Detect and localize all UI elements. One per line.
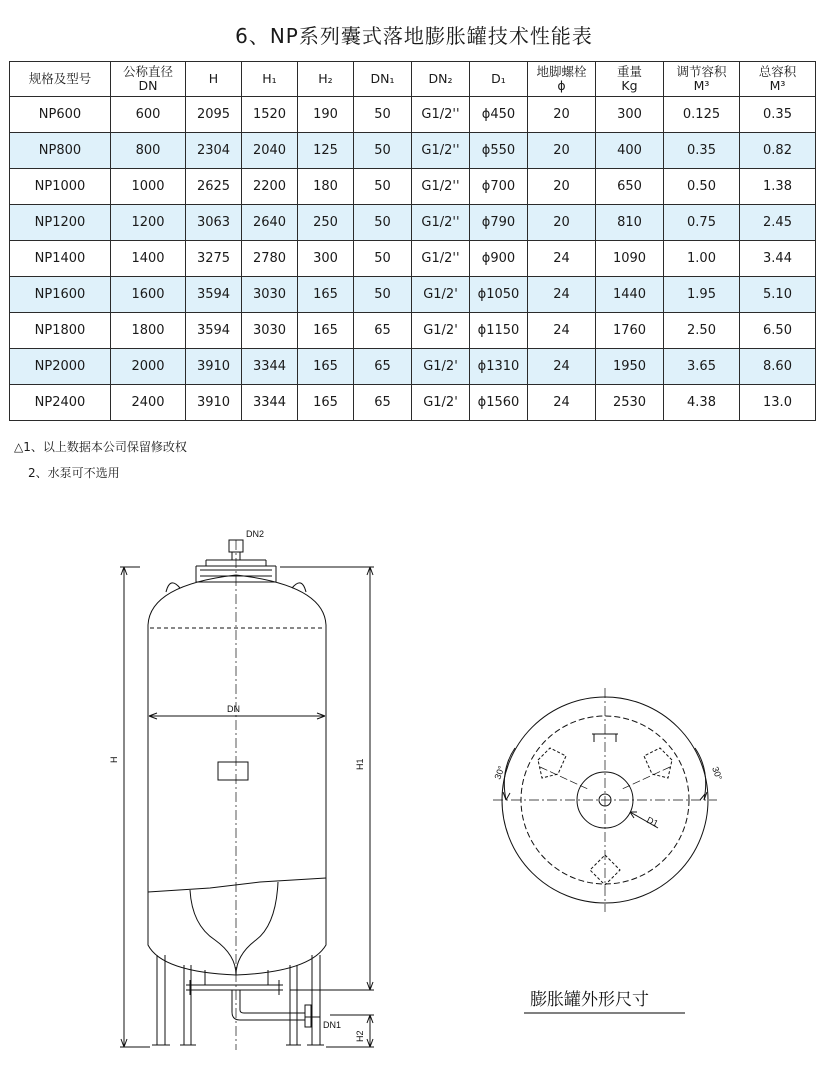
column-header-line1: H₁ [262, 71, 277, 86]
column-header-line2: ϕ [557, 78, 566, 93]
table-cell: ϕ550 [470, 133, 528, 169]
table-cell: 1400 [111, 241, 186, 277]
table-cell: 3594 [186, 277, 242, 313]
table-cell: 24 [528, 313, 596, 349]
table-cell: 1000 [111, 169, 186, 205]
table-cell: 20 [528, 169, 596, 205]
column-header-line2: DN [138, 78, 158, 93]
table-cell: 50 [354, 277, 412, 313]
column-header-line1: 公称直径 [122, 64, 173, 79]
table-cell: 2040 [242, 133, 298, 169]
table-cell: 165 [298, 277, 354, 313]
note-1: △1、以上数据本公司保留修改权 [14, 440, 187, 454]
table-cell: 1.00 [664, 241, 740, 277]
h2-label: H2 [355, 1030, 365, 1042]
table-cell: 50 [354, 133, 412, 169]
table-cell: 3910 [186, 385, 242, 421]
table-cell: 3063 [186, 205, 242, 241]
table-cell: NP1000 [10, 169, 111, 205]
table-cell: 3.65 [664, 349, 740, 385]
table-cell: 1800 [111, 313, 186, 349]
table-cell: 190 [298, 97, 354, 133]
table-cell: 1950 [596, 349, 664, 385]
column-header-line1: DN₂ [428, 71, 453, 86]
table-cell: 650 [596, 169, 664, 205]
table-cell: 165 [298, 349, 354, 385]
column-header-line1: D₁ [491, 71, 506, 86]
column-header-line1: 规格及型号 [28, 71, 92, 86]
table-cell: 2304 [186, 133, 242, 169]
table-cell: 400 [596, 133, 664, 169]
table-cell: ϕ900 [470, 241, 528, 277]
table-cell: ϕ1050 [470, 277, 528, 313]
column-header-line2: M³ [693, 78, 710, 93]
table-cell: 20 [528, 97, 596, 133]
table-cell: G1/2' [412, 313, 470, 349]
table-cell: 1090 [596, 241, 664, 277]
table-cell: 3030 [242, 277, 298, 313]
table-cell: NP1600 [10, 277, 111, 313]
angle-left-label: 30° [492, 764, 507, 781]
table-cell: 8.60 [740, 349, 816, 385]
table-cell: 2.45 [740, 205, 816, 241]
table-cell: NP800 [10, 133, 111, 169]
tank-side-view [120, 540, 374, 1050]
table-cell: 20 [528, 133, 596, 169]
dn2-label: DN2 [246, 529, 265, 539]
column-header-line2: M³ [769, 78, 786, 93]
dn-label: DN [227, 704, 240, 714]
table-cell: G1/2' [412, 349, 470, 385]
table-cell: NP2400 [10, 385, 111, 421]
table-cell: 250 [298, 205, 354, 241]
table-cell: 50 [354, 241, 412, 277]
table-cell: 3275 [186, 241, 242, 277]
table-cell: 1520 [242, 97, 298, 133]
table-cell: 2000 [111, 349, 186, 385]
table-cell: G1/2' [412, 385, 470, 421]
table-cell: NP1200 [10, 205, 111, 241]
table-cell: 1440 [596, 277, 664, 313]
table-cell: 0.50 [664, 169, 740, 205]
table-cell: ϕ790 [470, 205, 528, 241]
table-cell: 2640 [242, 205, 298, 241]
table-cell: 3344 [242, 385, 298, 421]
table-cell: 6.50 [740, 313, 816, 349]
table-cell: 1200 [111, 205, 186, 241]
table-cell: NP1800 [10, 313, 111, 349]
table-cell: 2780 [242, 241, 298, 277]
table-cell: 0.82 [740, 133, 816, 169]
table-cell: 1.95 [664, 277, 740, 313]
table-cell: 2625 [186, 169, 242, 205]
table-cell: 180 [298, 169, 354, 205]
table-cell: ϕ1150 [470, 313, 528, 349]
drawing-caption: 膨胀罐外形尺寸 [530, 990, 649, 1009]
table-cell: NP600 [10, 97, 111, 133]
d1-label: D1 [645, 814, 660, 829]
table-cell: 0.35 [740, 97, 816, 133]
table-cell: 13.0 [740, 385, 816, 421]
table-cell: 24 [528, 385, 596, 421]
table-cell: 65 [354, 313, 412, 349]
table-cell: 24 [528, 241, 596, 277]
table-cell: ϕ450 [470, 97, 528, 133]
table-cell: ϕ1310 [470, 349, 528, 385]
table-cell: 0.35 [664, 133, 740, 169]
table-cell: 165 [298, 313, 354, 349]
table-cell: 24 [528, 277, 596, 313]
column-header-line1: DN₁ [370, 71, 395, 86]
table-cell: 2.50 [664, 313, 740, 349]
table-cell: 3594 [186, 313, 242, 349]
table-cell: 0.75 [664, 205, 740, 241]
table-cell: 300 [596, 97, 664, 133]
table-cell: ϕ1560 [470, 385, 528, 421]
table-cell: G1/2' [412, 277, 470, 313]
table-cell: 3344 [242, 349, 298, 385]
table-cell: 3.44 [740, 241, 816, 277]
table-cell: 0.125 [664, 97, 740, 133]
h-label: H [109, 756, 119, 763]
table-cell: G1/2'' [412, 133, 470, 169]
table-cell: G1/2'' [412, 241, 470, 277]
table-cell: G1/2'' [412, 169, 470, 205]
table-cell: 50 [354, 97, 412, 133]
tank-top-view [493, 688, 717, 912]
table-cell: 2200 [242, 169, 298, 205]
column-header-line1: 地脚螺栓 [536, 64, 587, 79]
dn1-label: DN1 [323, 1020, 342, 1030]
table-cell: 2095 [186, 97, 242, 133]
column-header-line1: H₂ [318, 71, 333, 86]
table-cell: 5.10 [740, 277, 816, 313]
h1-label: H1 [355, 758, 365, 770]
table-cell: 300 [298, 241, 354, 277]
page-title: 6、NP系列囊式落地膨胀罐技术性能表 [235, 24, 593, 48]
column-header-line2: Kg [621, 78, 638, 93]
table-cell: 24 [528, 349, 596, 385]
table-cell: 2400 [111, 385, 186, 421]
table-cell: 20 [528, 205, 596, 241]
table-cell: 3030 [242, 313, 298, 349]
table-cell: 810 [596, 205, 664, 241]
table-cell: 1760 [596, 313, 664, 349]
table-cell: ϕ700 [470, 169, 528, 205]
table-cell: 125 [298, 133, 354, 169]
table-cell: 3910 [186, 349, 242, 385]
table-cell: 600 [111, 97, 186, 133]
table-cell: 2530 [596, 385, 664, 421]
table-cell: 800 [111, 133, 186, 169]
angle-right-label: 30° [710, 765, 725, 782]
table-cell: 50 [354, 169, 412, 205]
column-header-line1: 调节容积 [676, 64, 727, 79]
table-cell: 1.38 [740, 169, 816, 205]
table-cell: 1600 [111, 277, 186, 313]
table-cell: 65 [354, 385, 412, 421]
table-cell: 165 [298, 385, 354, 421]
table-cell: NP2000 [10, 349, 111, 385]
column-header-line1: H [208, 71, 219, 86]
table-cell: G1/2'' [412, 97, 470, 133]
column-header-line1: 总容积 [758, 64, 797, 79]
table-cell: G1/2'' [412, 205, 470, 241]
column-header-line1: 重量 [616, 64, 642, 79]
table-cell: NP1400 [10, 241, 111, 277]
table-cell: 50 [354, 205, 412, 241]
table-cell: 65 [354, 349, 412, 385]
table-cell: 4.38 [664, 385, 740, 421]
note-2: 2、水泵可不选用 [28, 466, 120, 480]
